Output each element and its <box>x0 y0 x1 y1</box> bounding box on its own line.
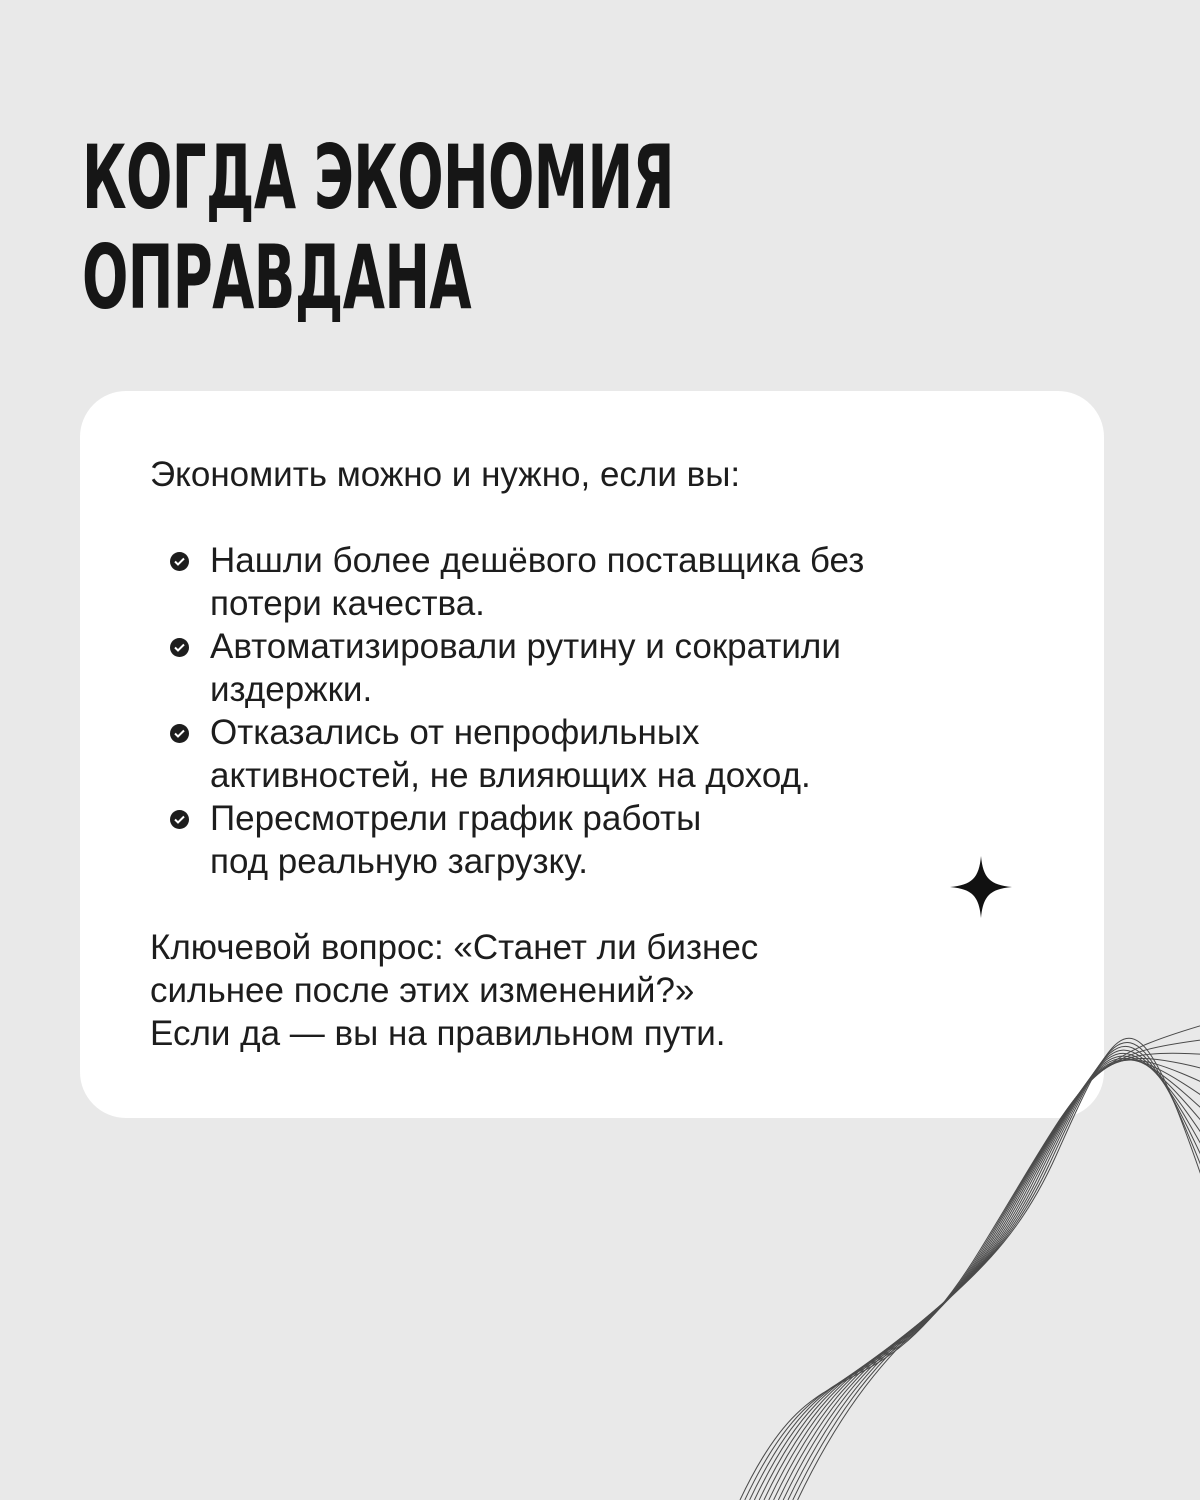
list-item <box>150 539 1050 625</box>
wave-line <box>798 1038 1200 1500</box>
wave-line <box>793 1042 1200 1500</box>
check-circle-icon <box>170 638 189 657</box>
wave-line <box>774 1056 1200 1500</box>
page-title-line-2: ОПРАВДАНА <box>82 226 471 329</box>
wave-line <box>750 1053 1200 1500</box>
wavy-lines-decoration <box>700 1000 1200 1500</box>
list-item-line-1: Нашли более дешёвого поставщика без <box>210 541 865 580</box>
conclusion-line-2: сильнее после этих изменений?» <box>150 971 695 1010</box>
list-item-line-1: Пересмотрели график работы <box>210 799 702 838</box>
wave-line <box>759 1060 1200 1500</box>
four-point-star-icon <box>950 856 1012 918</box>
conclusion-line-3: Если да — вы на правильном пути. <box>150 1014 726 1053</box>
page-title <box>82 128 674 328</box>
page-title-line-1: КОГДА ЭКОНОМИЯ <box>82 126 674 229</box>
list-item <box>150 711 1050 797</box>
wave-line <box>754 1058 1200 1500</box>
list-item-line-1: Автоматизировали рутину и сократили <box>210 627 841 666</box>
list-item-line-2: под реальную загрузку. <box>210 842 588 881</box>
wave-line <box>764 1060 1200 1500</box>
card-content <box>150 453 1050 1055</box>
list-item-line-2: потери качества. <box>210 584 485 623</box>
check-circle-icon <box>170 810 189 829</box>
list-item-line-1: Отказались от непрофильных <box>210 713 700 752</box>
wave-line <box>788 1046 1200 1500</box>
check-circle-icon <box>170 724 189 743</box>
list-item <box>150 625 1050 711</box>
list-item <box>150 797 1050 883</box>
bullet-list <box>150 539 1050 883</box>
check-circle-icon <box>170 552 189 571</box>
list-item-line-2: издержки. <box>210 670 373 709</box>
list-item-line-2: активностей, не влияющих на доход. <box>210 756 811 795</box>
wave-line <box>778 1053 1200 1500</box>
conclusion-line-1: Ключевой вопрос: «Станет ли бизнес <box>150 928 759 967</box>
intro-text: Экономить можно и нужно, если вы: <box>150 455 741 494</box>
wave-line <box>783 1050 1200 1500</box>
